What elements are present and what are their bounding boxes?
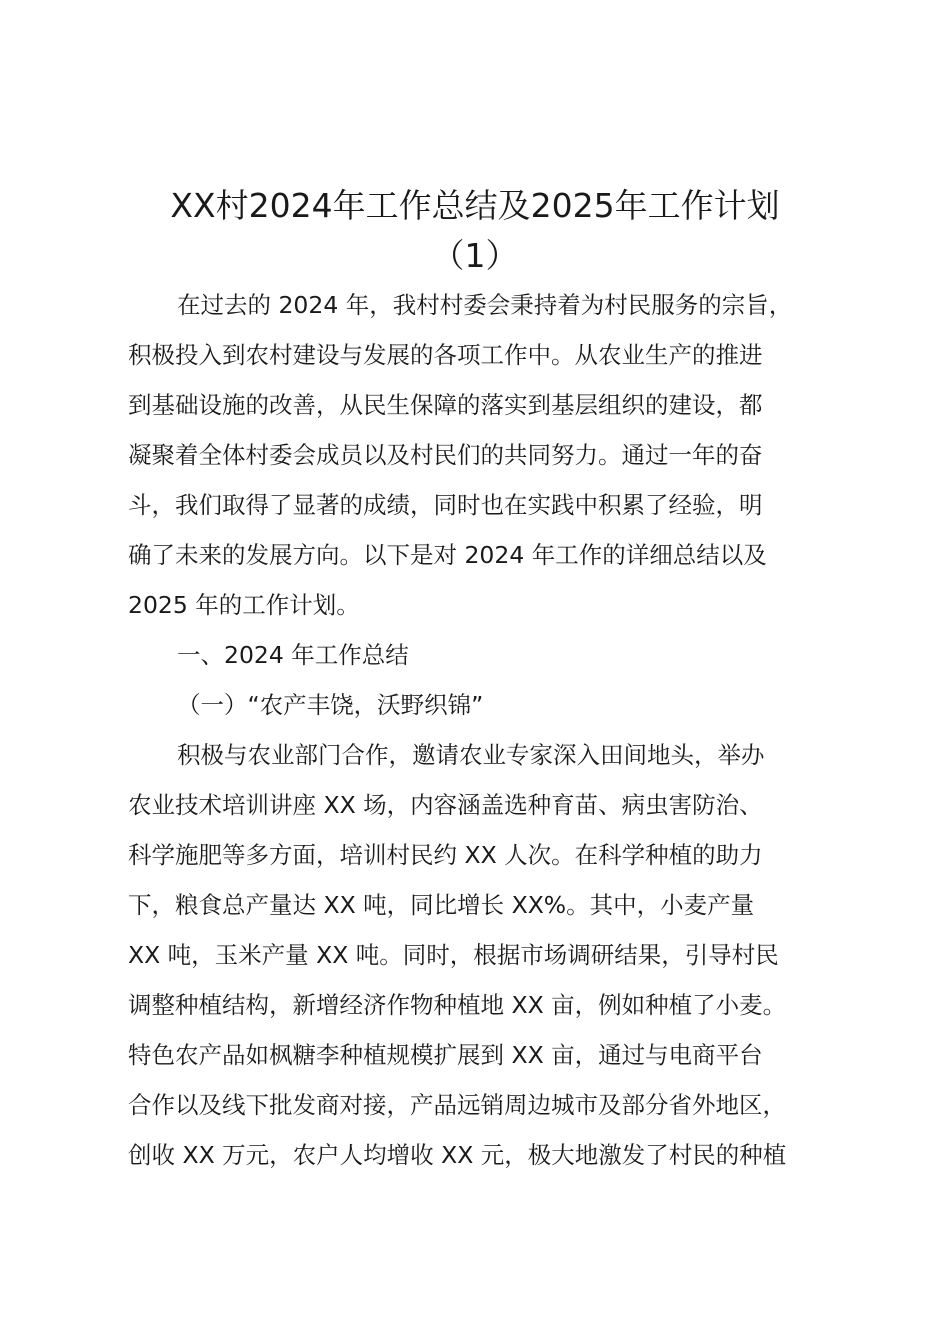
paragraph1-line: 到基础设施的改善，从民生保障的落实到基层组织的建设，都 [128, 391, 763, 419]
paragraph1-line: 确了未来的发展方向。以下是对 2024 年工作的详细总结以及 [128, 541, 767, 569]
paragraph2-line: 下，粮食总产量达 XX 吨，同比增长 XX%。其中，小麦产量 [128, 891, 755, 919]
subsection-heading: （一）“农产丰饶，沃野织锦” [177, 691, 484, 719]
paragraph2-line: XX 吨，玉米产量 XX 吨。同时，根据市场调研结果，引导村民 [128, 941, 779, 969]
paragraph2-line: 科学施肥等多方面，培训村民约 XX 人次。在科学种植的助力 [128, 841, 763, 869]
paragraph2-line: 调整种植结构，新增经济作物种植地 XX 亩，例如种植了小麦。 [128, 991, 787, 1019]
paragraph2-line: 创收 XX 万元，农户人均增收 XX 元，极大地激发了村民的种植 [128, 1141, 787, 1169]
paragraph1-line: 在过去的 2024 年，我村村委会秉持着为村民服务的宗旨， [177, 291, 793, 319]
paragraph2-line: 积极与农业部门合作，邀请农业专家深入田间地头，举办 [177, 741, 765, 769]
paragraph1-line: 积极投入到农村建设与发展的各项工作中。从农业生产的推进 [128, 341, 763, 369]
paragraph2-line: 合作以及线下批发商对接，产品远销周边城市及部分省外地区， [128, 1091, 786, 1119]
section-heading: 一、2024 年工作总结 [177, 641, 409, 669]
document-title-part: （1） [431, 236, 519, 275]
document-title: XX村2024年工作总结及2025年工作计划 [170, 186, 780, 225]
paragraph1-line: 2025 年的工作计划。 [128, 591, 360, 619]
paragraph1-line: 凝聚着全体村委会成员以及村民们的共同努力。通过一年的奋 [128, 441, 763, 469]
paragraph2-line: 农业技术培训讲座 XX 场，内容涵盖选种育苗、病虫害防治、 [128, 791, 763, 819]
paragraph2-line: 特色农产品如枫糖李种植规模扩展到 XX 亩，通过与电商平台 [128, 1041, 763, 1069]
paragraph1-line: 斗，我们取得了显著的成绩，同时也在实践中积累了经验，明 [128, 491, 763, 519]
